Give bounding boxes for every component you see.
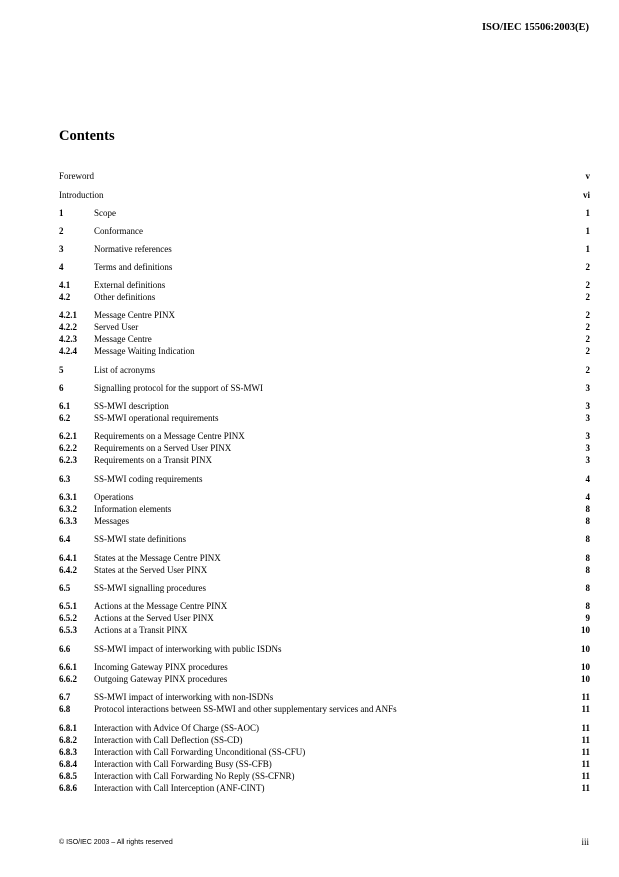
toc-entry[interactable] bbox=[59, 625, 590, 636]
toc-entry-number: 6.8.4 bbox=[59, 759, 77, 769]
toc-entry-number: 4.2.4 bbox=[59, 346, 77, 356]
toc-entry-label: Interaction with Call Forwarding Busy (SS-CFB) bbox=[94, 759, 272, 769]
toc-entry-page: 8 bbox=[585, 601, 590, 611]
toc-entry-number: 6.7 bbox=[59, 692, 71, 702]
toc-entry-page: 2 bbox=[585, 310, 590, 320]
toc-entry-label: Message Centre PINX bbox=[94, 310, 175, 320]
toc-entry[interactable] bbox=[59, 262, 590, 273]
toc-entry[interactable] bbox=[59, 601, 590, 612]
toc-entry[interactable] bbox=[59, 365, 590, 376]
toc-entry-page: 10 bbox=[581, 674, 590, 684]
toc-entry-label: Interaction with Call Deflection (SS-CD) bbox=[94, 735, 243, 745]
toc-entry[interactable] bbox=[59, 747, 590, 758]
toc-entry-label: SS-MWI operational requirements bbox=[94, 413, 219, 423]
toc-entry-page: 1 bbox=[585, 208, 590, 218]
toc-entry-number: 6 bbox=[59, 383, 64, 393]
toc-entry-number: 6.1 bbox=[59, 401, 71, 411]
toc-entry-page: 3 bbox=[585, 401, 590, 411]
toc-entry-label: Outgoing Gateway PINX procedures bbox=[94, 674, 228, 684]
toc-entry-page: 11 bbox=[581, 735, 590, 745]
toc-entry-label: Scope bbox=[94, 208, 116, 218]
toc-entry[interactable] bbox=[59, 244, 590, 255]
toc-entry-label: SS-MWI state definitions bbox=[94, 534, 186, 544]
copyright-notice: © ISO/IEC 2003 – All rights reserved bbox=[59, 839, 173, 846]
toc-entry-label: Information elements bbox=[94, 504, 172, 514]
toc-entry-page: 3 bbox=[585, 413, 590, 423]
toc-entry-number: 6.2 bbox=[59, 413, 71, 423]
toc-entry-page: 2 bbox=[585, 365, 590, 375]
toc-entry-page: 2 bbox=[585, 292, 590, 302]
toc-entry-page: 10 bbox=[581, 625, 590, 635]
toc-entry[interactable] bbox=[59, 759, 590, 770]
toc-entry[interactable] bbox=[59, 431, 590, 442]
toc-entry-page: 9 bbox=[585, 613, 590, 623]
toc-entry-label: Introduction bbox=[59, 190, 104, 200]
toc-entry-label: Foreword bbox=[59, 171, 94, 181]
toc-entry[interactable] bbox=[59, 334, 590, 345]
toc-entry-page: 2 bbox=[585, 280, 590, 290]
toc-entry-page: 1 bbox=[585, 226, 590, 236]
toc-entry[interactable] bbox=[59, 346, 590, 357]
toc-entry[interactable] bbox=[59, 692, 590, 703]
toc-entry-label: Operations bbox=[94, 492, 134, 502]
toc-entry-page: 10 bbox=[581, 644, 590, 654]
toc-entry-page: 8 bbox=[585, 583, 590, 593]
toc-entry-number: 2 bbox=[59, 226, 64, 236]
toc-entry-page: 11 bbox=[581, 783, 590, 793]
toc-entry[interactable] bbox=[59, 226, 590, 237]
toc-entry-page: 4 bbox=[585, 474, 590, 484]
toc-entry[interactable] bbox=[59, 565, 590, 576]
toc-entry-label: Requirements on a Served User PINX bbox=[94, 443, 232, 453]
toc-entry-page: 8 bbox=[585, 504, 590, 514]
toc-entry-page: 8 bbox=[585, 516, 590, 526]
toc-entry-label: Messages bbox=[94, 516, 129, 526]
toc-entry[interactable] bbox=[59, 662, 590, 673]
toc-entry-label: Interaction with Call Forwarding Unconditional (SS-CFU) bbox=[94, 747, 306, 757]
toc-entry[interactable] bbox=[59, 413, 590, 424]
toc-entry-label: Served User bbox=[94, 322, 139, 332]
toc-entry-page: 3 bbox=[585, 443, 590, 453]
toc-entry-label: Requirements on a Transit PINX bbox=[94, 455, 212, 465]
toc-entry-number: 4.2 bbox=[59, 292, 71, 302]
toc-entry-page: 8 bbox=[585, 534, 590, 544]
toc-entry[interactable] bbox=[59, 771, 590, 782]
toc-entry-number: 6.2.1 bbox=[59, 431, 77, 441]
toc-entry[interactable] bbox=[59, 553, 590, 564]
toc-entry-number: 4.2.3 bbox=[59, 334, 77, 344]
toc-entry-label: Actions at a Transit PINX bbox=[94, 625, 188, 635]
toc-entry-number: 6.5.1 bbox=[59, 601, 77, 611]
toc-entry[interactable] bbox=[59, 443, 590, 454]
toc-entry-page: 11 bbox=[581, 759, 590, 769]
toc-entry[interactable] bbox=[59, 492, 590, 503]
toc-entry-page: 11 bbox=[581, 771, 590, 781]
toc-entry-number: 4.2.1 bbox=[59, 310, 77, 320]
toc-entry[interactable] bbox=[59, 644, 590, 655]
toc-entry-number: 6.3.1 bbox=[59, 492, 77, 502]
toc-entry-number: 4 bbox=[59, 262, 64, 272]
toc-entry[interactable] bbox=[59, 190, 590, 201]
toc-entry-label: List of acronyms bbox=[94, 365, 155, 375]
toc-entry-label: Other definitions bbox=[94, 292, 156, 302]
toc-entry-label: Incoming Gateway PINX procedures bbox=[94, 662, 228, 672]
page-number: iii bbox=[581, 837, 589, 847]
toc-entry-number: 6.4.2 bbox=[59, 565, 77, 575]
toc-entry-page: vi bbox=[582, 190, 590, 200]
toc-entry-number: 6.4.1 bbox=[59, 553, 77, 563]
toc-entry-number: 4.2.2 bbox=[59, 322, 77, 332]
toc-entry[interactable] bbox=[59, 534, 590, 545]
toc-entry-number: 6.5.2 bbox=[59, 613, 77, 623]
toc-entry-number: 6.6.1 bbox=[59, 662, 77, 672]
toc-entry-number: 6.3.2 bbox=[59, 504, 77, 514]
document-header: ISO/IEC 15506:2003(E) bbox=[481, 22, 589, 33]
toc-entry[interactable] bbox=[59, 723, 590, 734]
toc-entry-page: 2 bbox=[585, 322, 590, 332]
toc-entry-page: 8 bbox=[585, 553, 590, 563]
toc-entry-number: 4.1 bbox=[59, 280, 71, 290]
toc-entry-label: SS-MWI impact of interworking with public ISDNs bbox=[94, 644, 282, 654]
toc-entry-label: Message Centre bbox=[94, 334, 152, 344]
toc-entry-page: 2 bbox=[585, 334, 590, 344]
toc-entry-label: Requirements on a Message Centre PINX bbox=[94, 431, 245, 441]
toc-entry[interactable] bbox=[59, 208, 590, 219]
toc-entry-label: SS-MWI signalling procedures bbox=[94, 583, 206, 593]
toc-entry[interactable] bbox=[59, 322, 590, 333]
toc-entry-number: 6.2.3 bbox=[59, 455, 77, 465]
toc-entry-label: Signalling protocol for the support of SS-MWI bbox=[94, 383, 263, 393]
toc-entry[interactable] bbox=[59, 280, 590, 291]
toc-entry-page: 11 bbox=[581, 747, 590, 757]
toc-entry[interactable] bbox=[59, 401, 590, 412]
toc-entry[interactable] bbox=[59, 310, 590, 321]
toc-entry-number: 6.6.2 bbox=[59, 674, 77, 684]
toc-entry-label: External definitions bbox=[94, 280, 166, 290]
toc-entry-label: States at the Message Centre PINX bbox=[94, 553, 221, 563]
toc-entry-page: 3 bbox=[585, 431, 590, 441]
toc-entry-number: 6.2.2 bbox=[59, 443, 77, 453]
toc-entry[interactable] bbox=[59, 516, 590, 527]
toc-entry-page: 11 bbox=[581, 692, 590, 702]
toc-entry-number: 1 bbox=[59, 208, 64, 218]
toc-entry-number: 6.3.3 bbox=[59, 516, 77, 526]
toc-entry[interactable] bbox=[59, 735, 590, 746]
toc-entry-page: 11 bbox=[581, 723, 590, 733]
toc-entry[interactable] bbox=[59, 292, 590, 303]
toc-entry-label: Terms and definitions bbox=[94, 262, 173, 272]
toc-entry-label: Interaction with Call Forwarding No Reply (SS-CFNR) bbox=[94, 771, 295, 781]
toc-entry[interactable] bbox=[59, 504, 590, 515]
toc-entry-label: Interaction with Advice Of Charge (SS-AOC) bbox=[94, 723, 260, 733]
toc-entry-number: 6.5.3 bbox=[59, 625, 77, 635]
toc-entry-page: 11 bbox=[581, 704, 590, 714]
toc-entry-page: 8 bbox=[585, 565, 590, 575]
toc-entry[interactable] bbox=[59, 171, 590, 182]
toc-entry[interactable] bbox=[59, 583, 590, 594]
toc-entry[interactable] bbox=[59, 783, 590, 794]
toc-entry-label: SS-MWI coding requirements bbox=[94, 474, 203, 484]
toc-entry[interactable] bbox=[59, 455, 590, 466]
toc-entry-page: 10 bbox=[581, 662, 590, 672]
toc-entry-page: 1 bbox=[585, 244, 590, 254]
toc-entry-number: 6.4 bbox=[59, 534, 71, 544]
toc-entry-number: 3 bbox=[59, 244, 64, 254]
toc-entry[interactable] bbox=[59, 704, 590, 715]
toc-entry[interactable] bbox=[59, 474, 590, 485]
toc-entry-number: 6.8.2 bbox=[59, 735, 77, 745]
toc-entry-number: 5 bbox=[59, 365, 64, 375]
toc-entry-number: 6.5 bbox=[59, 583, 71, 593]
toc-entry-label: Actions at the Message Centre PINX bbox=[94, 601, 228, 611]
toc-entry[interactable] bbox=[59, 613, 590, 624]
toc-entry[interactable] bbox=[59, 674, 590, 685]
toc-entry-number: 6.8.3 bbox=[59, 747, 77, 757]
toc-entry-page: 4 bbox=[585, 492, 590, 502]
table-of-contents bbox=[59, 171, 590, 794]
toc-entry-label: Normative references bbox=[94, 244, 172, 254]
toc-entry-number: 6.8.5 bbox=[59, 771, 77, 781]
toc-entry-page: 3 bbox=[585, 455, 590, 465]
toc-entry-label: Actions at the Served User PINX bbox=[94, 613, 214, 623]
toc-entry-label: Message Waiting Indication bbox=[94, 346, 195, 356]
contents-title: Contents bbox=[59, 128, 115, 144]
toc-entry-number: 6.8.1 bbox=[59, 723, 77, 733]
toc-entry-number: 6.6 bbox=[59, 644, 71, 654]
toc-entry-label: Interaction with Call Interception (ANF-CINT) bbox=[94, 783, 265, 793]
toc-entry-label: Protocol interactions between SS-MWI and other supplementary services and ANFs bbox=[94, 704, 397, 714]
toc-entry-label: SS-MWI impact of interworking with non-ISDNs bbox=[94, 692, 274, 702]
toc-entry-number: 6.3 bbox=[59, 474, 71, 484]
toc-entry-label: SS-MWI description bbox=[94, 401, 169, 411]
toc-entry-page: 2 bbox=[585, 346, 590, 356]
toc-entry[interactable] bbox=[59, 383, 590, 394]
toc-entry-number: 6.8 bbox=[59, 704, 71, 714]
toc-entry-number: 6.8.6 bbox=[59, 783, 77, 793]
toc-entry-label: Conformance bbox=[94, 226, 143, 236]
toc-entry-label: States at the Served User PINX bbox=[94, 565, 208, 575]
toc-entry-page: 3 bbox=[585, 383, 590, 393]
toc-entry-page: 2 bbox=[585, 262, 590, 272]
toc-entry-page: v bbox=[585, 171, 590, 181]
